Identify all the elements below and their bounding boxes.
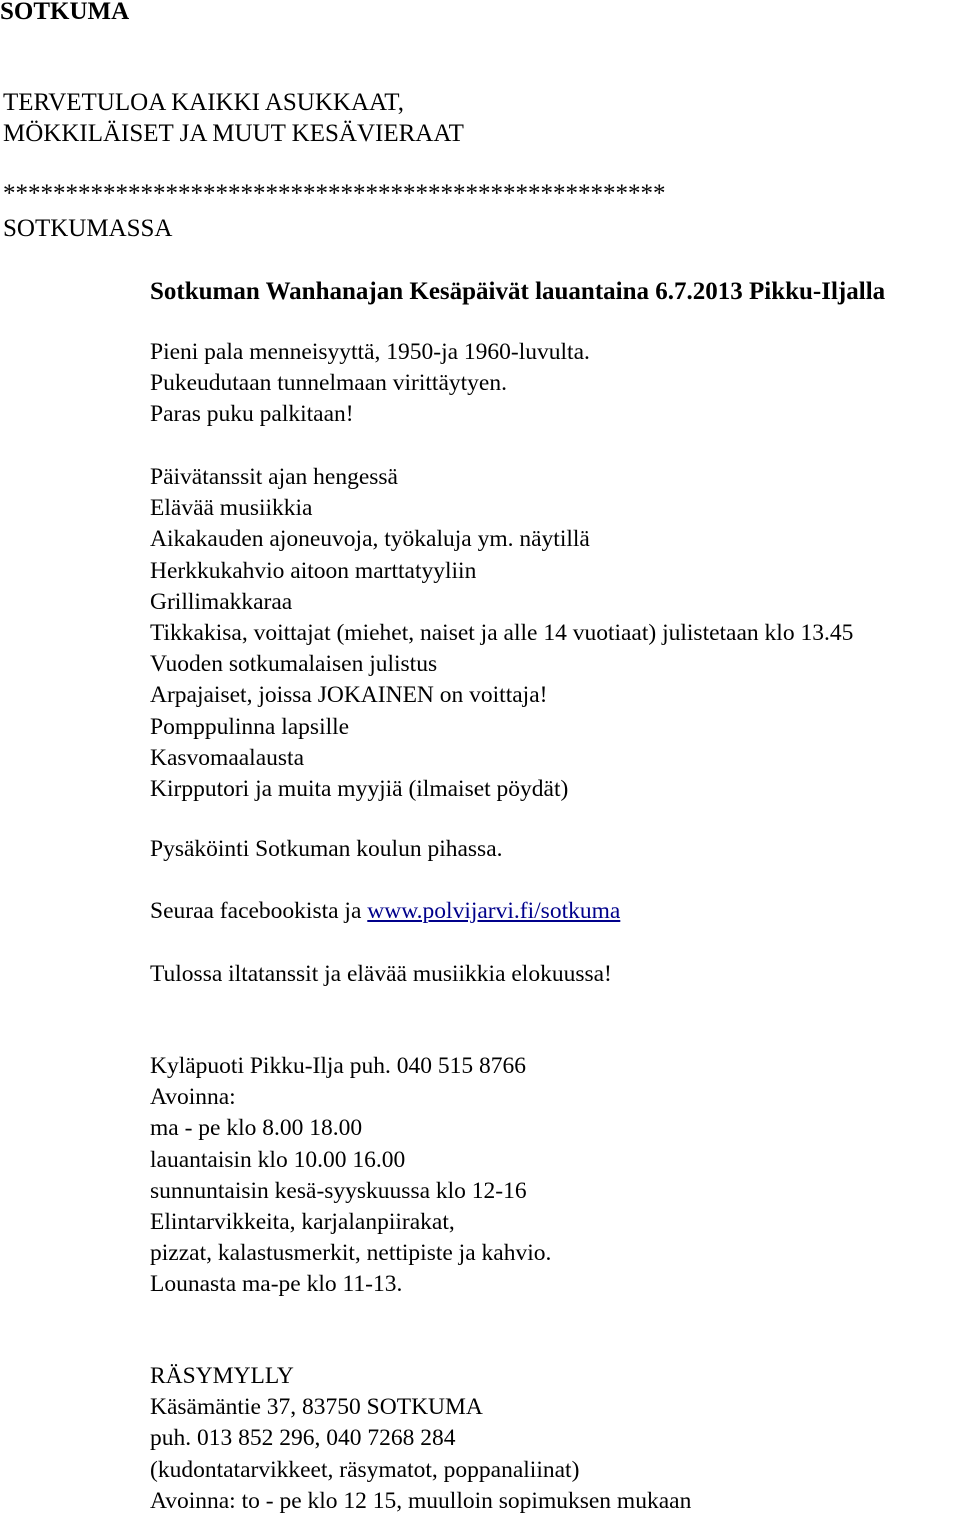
rasymylly-line: Avoinna: to - pe klo 12 15, muulloin sopimuksen mukaan — [150, 1487, 692, 1514]
shop-line: Kyläpuoti Pikku-Ilja puh. 040 515 8766 — [150, 1053, 526, 1079]
intro-line: Paras puku palkitaan! — [150, 401, 354, 428]
star-divider: ***************************************************** — [3, 180, 666, 207]
coming-line: Tulossa iltatanssit ja elävää musiikkia elokuussa! — [150, 961, 612, 987]
program-item: Arpajaiset, joissa JOKAINEN on voittaja! — [150, 682, 548, 709]
event-program — [150, 462, 853, 805]
shop-line: ma - pe klo 8.00 18.00 — [150, 1115, 363, 1142]
coming-info — [150, 959, 612, 990]
shop-section — [150, 1051, 551, 1301]
shop-line: Lounasta ma-pe klo 11-13. — [150, 1271, 403, 1298]
shop-line: Avoinna: — [150, 1084, 236, 1111]
shop-line: Elintarvikkeita, karjalanpiirakat, — [150, 1208, 455, 1235]
follow-text: Seuraa facebookista ja — [150, 898, 368, 924]
intro-line: Pieni pala menneisyyttä, 1950-ja 1960-luvulta. — [150, 339, 590, 365]
rasymylly-line: puh. 013 852 296, 040 7268 284 — [150, 1425, 456, 1452]
program-item: Päivätanssit ajan hengessä — [150, 464, 398, 490]
program-item: Tikkakisa, voittajat (miehet, naiset ja alle 14 vuotiaat) julistetaan klo 13.45 — [150, 619, 854, 646]
welcome-line: TERVETULOA KAIKKI ASUKKAAT, — [3, 89, 404, 116]
program-item: Herkkukahvio aitoon marttatyyliin — [150, 557, 477, 584]
document-title: SOTKUMA — [0, 0, 130, 25]
program-item: Aikakauden ajoneuvoja, työkaluja ym. näytillä — [150, 526, 590, 553]
program-item: Vuoden sotkumalaisen julistus — [150, 651, 438, 678]
follow-info — [150, 896, 620, 927]
shop-line: pizzat, kalastusmerkit, nettipiste ja kahvio. — [150, 1240, 552, 1267]
program-item: Kirpputori ja muita myyjiä (ilmaiset pöydät) — [150, 775, 569, 802]
rasymylly-line: (kudontatarvikkeet, räsymatot, poppanaliinat) — [150, 1456, 580, 1483]
parking-line: Pysäköinti Sotkuman koulun pihassa. — [150, 836, 503, 862]
shop-line: sunnuntaisin kesä-syyskuussa klo 12-16 — [150, 1177, 527, 1204]
program-item: Kasvomaalausta — [150, 744, 305, 771]
rasymylly-section — [150, 1361, 691, 1517]
welcome-line: MÖKKILÄISET JA MUUT KESÄVIERAAT — [3, 120, 464, 147]
rasymylly-line: Käsämäntie 37, 83750 SOTKUMA — [150, 1394, 483, 1421]
program-item: Elävää musiikkia — [150, 495, 313, 522]
rasymylly-line: RÄSYMYLLY — [150, 1363, 294, 1389]
event-intro — [150, 337, 590, 431]
intro-line: Pukeudutaan tunnelmaan virittäytyen. — [150, 370, 507, 397]
website-link[interactable]: www.polvijarvi.fi/sotkuma — [367, 898, 621, 924]
program-item: Grillimakkaraa — [150, 588, 293, 615]
shop-line: lauantaisin klo 10.00 16.00 — [150, 1146, 406, 1173]
location-heading: SOTKUMASSA — [3, 215, 173, 242]
welcome-heading — [3, 87, 464, 149]
event-title: Sotkuman Wanhanajan Kesäpäivät lauantaina 6.7.2013 Pikku-Iljalla — [150, 278, 886, 305]
program-item: Pomppulinna lapsille — [150, 713, 350, 740]
parking-info — [150, 834, 503, 865]
